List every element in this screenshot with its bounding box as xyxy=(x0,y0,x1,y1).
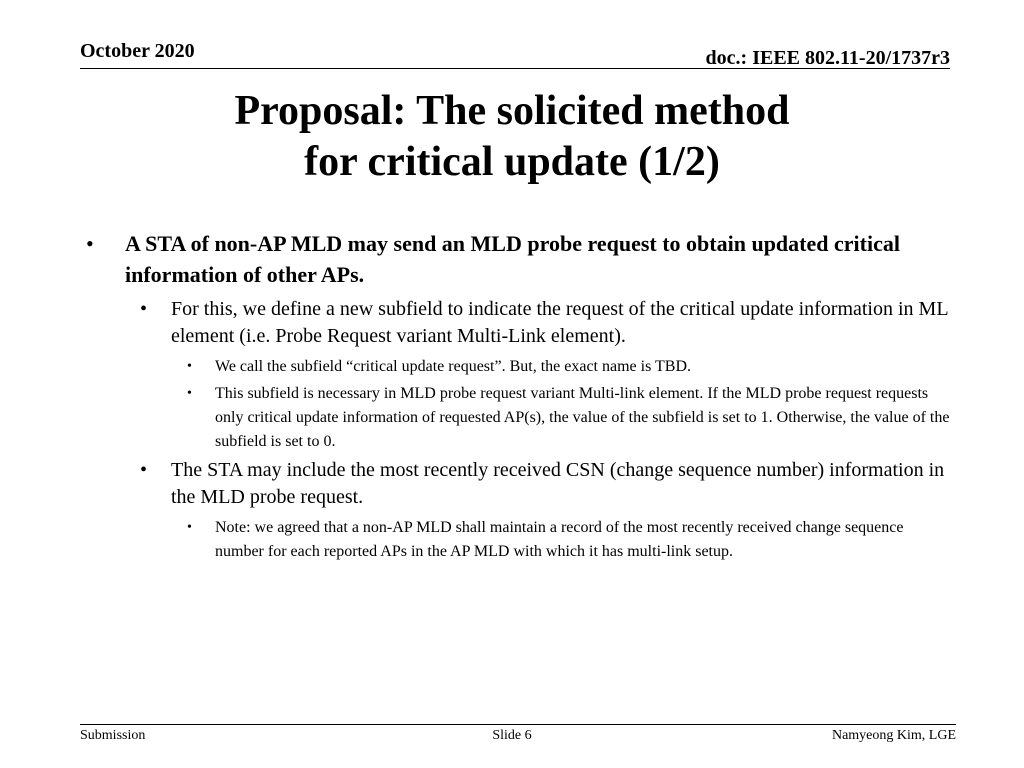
bullet-level1 xyxy=(80,228,950,290)
bullet-level3 xyxy=(80,382,950,454)
footer-submission: Submission xyxy=(80,728,146,743)
bullet-dot-icon: • xyxy=(187,520,192,535)
footer-slide-number: Slide 6 xyxy=(492,728,532,743)
bullet-level3 xyxy=(80,355,950,379)
bullet-level3 xyxy=(80,516,950,564)
header-rule xyxy=(80,68,950,69)
bullet-text: For this, we define a new subfield to indicate the request of the critical update information in ML element (i.e. Probe Request variant Multi-Link element). xyxy=(171,298,948,347)
bullet-text: A STA of non-AP MLD may send an MLD probe request to obtain updated critical information of other APs. xyxy=(125,231,900,287)
bullet-text: The STA may include the most recently received CSN (change sequence number) information in the MLD probe request. xyxy=(171,459,945,508)
bullet-text: This subfield is necessary in MLD probe request variant Multi-link element. If the MLD probe request requests only critical update information of requested AP(s), the value of the subfield is set to 1. Otherwise, the value of the subfield is set to 0. xyxy=(215,385,950,450)
footer-author: Namyeong Kim, LGE xyxy=(831,728,956,743)
header-date: October 2020 xyxy=(80,40,195,62)
slide-title-line2: for critical update (1/2) xyxy=(304,139,720,185)
bullet-dot-icon: • xyxy=(187,359,192,374)
slide-title-line1: Proposal: The solicited method xyxy=(234,88,790,134)
bullet-level2 xyxy=(80,457,950,511)
slide-title xyxy=(0,86,1024,188)
bullet-dot-icon: • xyxy=(140,459,148,481)
header-doc-id: doc.: IEEE 802.11-20/1737r3 xyxy=(705,47,950,69)
footer-rule xyxy=(80,724,956,725)
bullet-text: Note: we agreed that a non-AP MLD shall maintain a record of the most recently received change sequence number for each reported APs in the AP MLD with which it has multi-link setup. xyxy=(215,519,904,560)
bullet-dot-icon: • xyxy=(187,386,192,401)
bullet-dot-icon: • xyxy=(86,231,94,256)
bullet-dot-icon: • xyxy=(140,298,148,320)
bullet-text: We call the subfield “critical update request”. But, the exact name is TBD. xyxy=(215,358,692,375)
slide-body xyxy=(80,228,950,567)
bullet-level2 xyxy=(80,296,950,350)
